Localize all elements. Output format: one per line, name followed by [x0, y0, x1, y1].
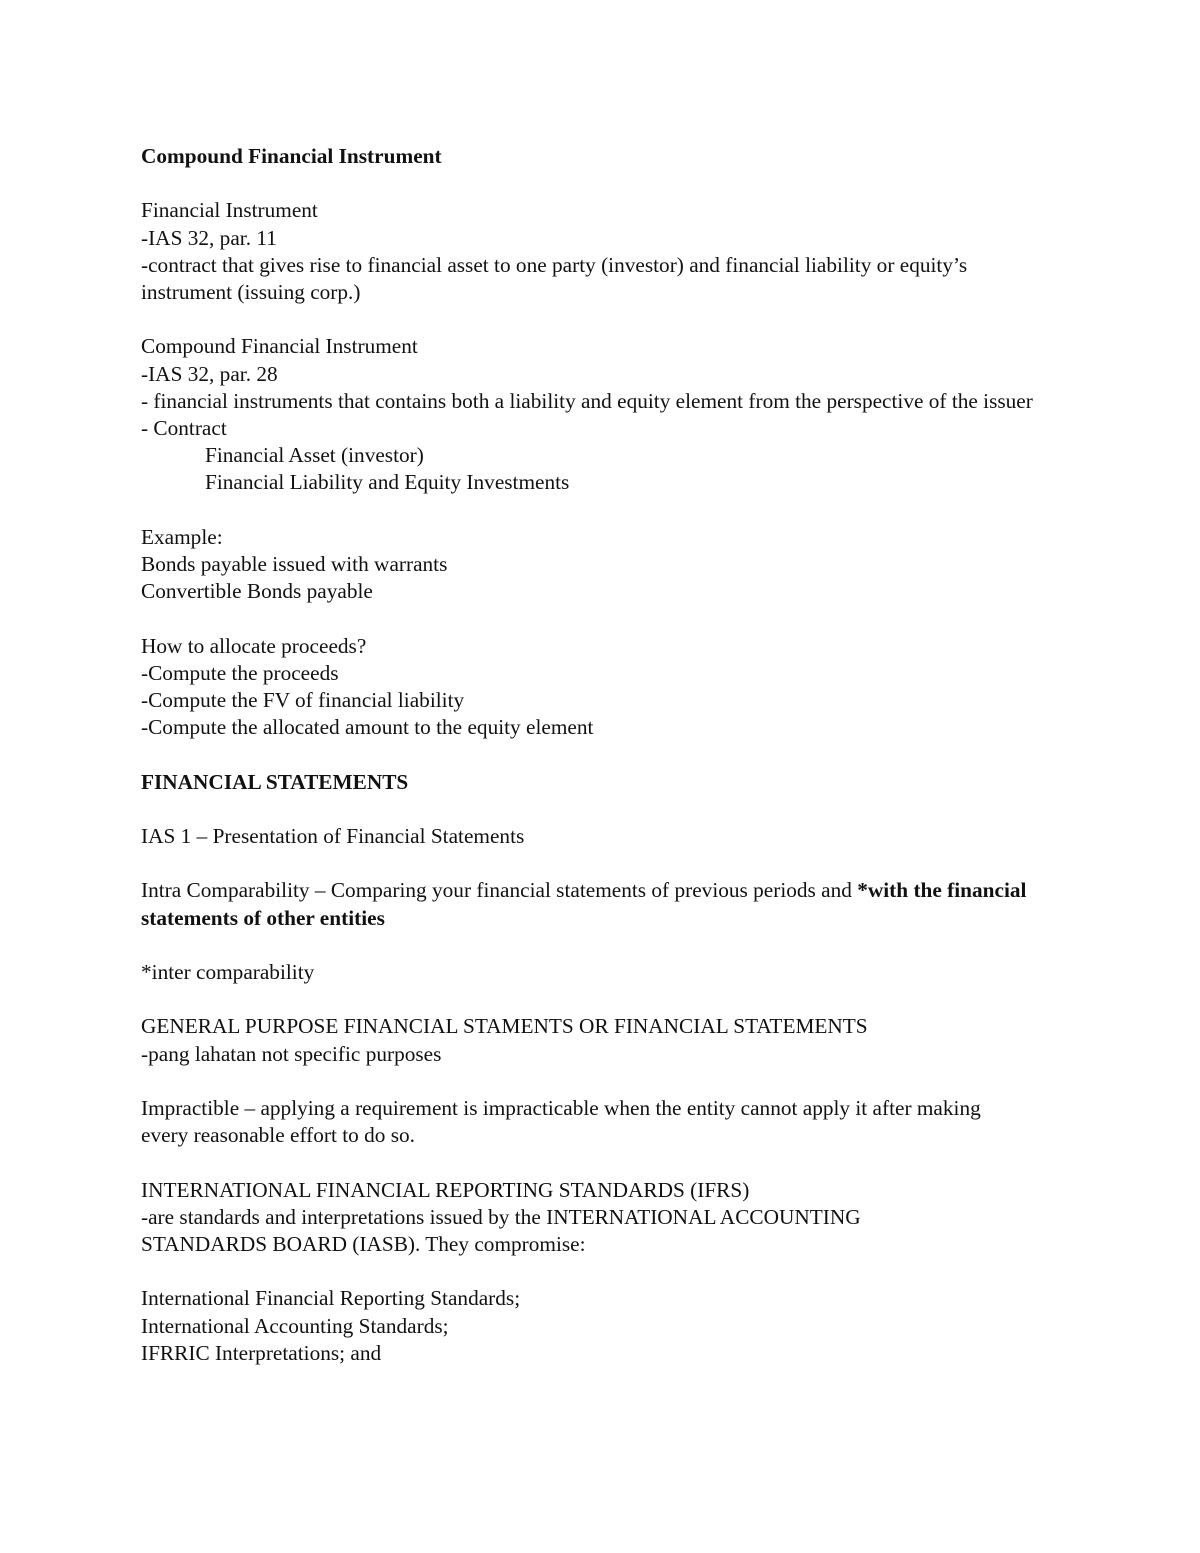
- allocation-heading: How to allocate proceeds?: [141, 633, 367, 658]
- allocation-step-proceeds: -Compute the proceeds: [141, 660, 339, 685]
- spacer: [141, 850, 1061, 877]
- allocation-step-equity: -Compute the allocated amount to the equity element: [141, 715, 594, 740]
- contract-item-financial-asset: Financial Asset (investor): [205, 443, 424, 468]
- spacer: [141, 170, 1061, 197]
- contract-item-financial-liability: Financial Liability and Equity Investments: [205, 470, 570, 495]
- example-item-bonds-with-warrants: Bonds payable issued with warrants: [141, 552, 448, 576]
- example-item-convertible-bonds: Convertible Bonds payable: [141, 579, 373, 604]
- document-body: [141, 143, 1061, 1367]
- contract-label: - Contract: [141, 416, 227, 440]
- spacer: [141, 741, 1061, 768]
- intra-comparability-emphasis: *with the financial statements of other entities: [141, 878, 1027, 930]
- spacer: [141, 986, 1061, 1013]
- spacer: [141, 497, 1061, 524]
- ifrs-definition: -are standards and interpretations issued by the INTERNATIONAL ACCOUNTING STANDARDS BOARD (IASB). They compromise:: [141, 1204, 861, 1256]
- spacer: [141, 605, 1061, 632]
- example-heading: Example:: [141, 524, 223, 549]
- spacer: [141, 796, 1061, 823]
- section-title-financial-statements: FINANCIAL STATEMENTS: [141, 769, 409, 794]
- spacer: [141, 1149, 1061, 1176]
- intra-comparability-text: Intra Comparability – Comparing your financial statements of previous periods and: [141, 878, 858, 903]
- section-title-compound-financial-instrument: Compound Financial Instrument: [141, 144, 442, 168]
- ias1-presentation: IAS 1 – Presentation of Financial Statements: [141, 823, 525, 848]
- spacer: [141, 932, 1061, 959]
- heading-financial-instrument: Financial Instrument: [141, 198, 318, 223]
- ifrs-component-ifrric: IFRRIC Interpretations; and: [141, 1340, 382, 1365]
- reference-ias32-par11: -IAS 32, par. 11: [141, 225, 277, 250]
- definition-compound-financial-instrument: - financial instruments that contains both a liability and equity element from the perspective of the issuer: [141, 388, 1033, 413]
- ifrs-component-ias: International Accounting Standards;: [141, 1313, 449, 1338]
- heading-compound-financial-instrument: Compound Financial Instrument: [141, 334, 418, 359]
- intra-comparability-paragraph: [141, 877, 1041, 931]
- impractible-definition: Impractible – applying a requirement is impracticable when the entity cannot apply it after making every reasonable effort to do so.: [141, 1095, 981, 1148]
- spacer: [141, 306, 1061, 333]
- heading-ifrs: INTERNATIONAL FINANCIAL REPORTING STANDARDS (IFRS): [141, 1177, 750, 1202]
- spacer: [141, 1258, 1061, 1285]
- heading-general-purpose-fs: GENERAL PURPOSE FINANCIAL STAMENTS OR FINANCIAL STATEMENTS: [141, 1014, 868, 1039]
- general-purpose-note: -pang lahatan not specific purposes: [141, 1041, 442, 1066]
- ifrs-component-standards: International Financial Reporting Standards;: [141, 1286, 521, 1311]
- allocation-step-fv-liability: -Compute the FV of financial liability: [141, 688, 465, 712]
- reference-ias32-par28: -IAS 32, par. 28: [141, 361, 278, 386]
- inter-comparability: *inter comparability: [141, 959, 315, 984]
- spacer: [141, 1068, 1061, 1095]
- definition-financial-instrument: -contract that gives rise to financial asset to one party (investor) and financial liability or equity’s instrument (issuing corp.): [141, 252, 968, 304]
